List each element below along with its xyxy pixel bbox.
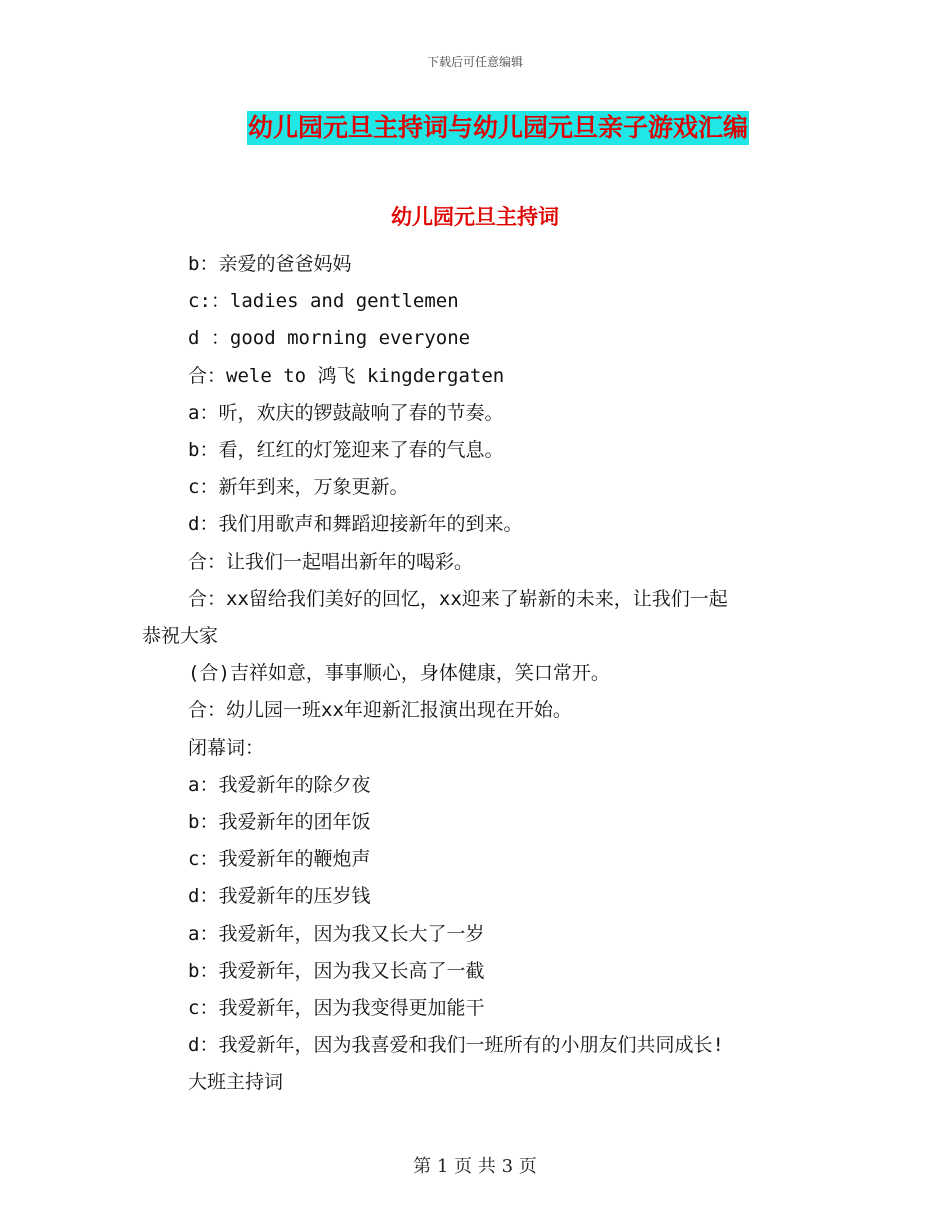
text-line: b：我爱新年，因为我又长高了一截 [188, 959, 485, 982]
text-line: a：我爱新年的除夕夜 [188, 773, 371, 796]
text-line: 合：wele to 鸿飞 kingdergaten [188, 364, 505, 387]
text-line: d：我爱新年的压岁钱 [188, 885, 371, 908]
text-line: 恭祝大家 [142, 625, 219, 648]
text-line: c：新年到来，万象更新。 [188, 476, 409, 499]
main-title: 幼儿园元旦主持词与幼儿园元旦亲子游戏汇编 [247, 111, 749, 145]
text-line: b：亲爱的爸爸妈妈 [188, 253, 352, 275]
text-line: 大班主持词 [188, 1071, 284, 1094]
text-line: 合：幼儿园一班xx年迎新汇报演出现在开始。 [188, 699, 572, 722]
text-line: a：我爱新年，因为我又长大了一岁 [188, 922, 485, 945]
text-line: d：我爱新年，因为我喜爱和我们一班所有的小朋友们共同成长! [188, 1034, 724, 1057]
header-note: 下载后可任意编辑 [426, 55, 523, 69]
text-line: c:：ladies and gentlemen [188, 290, 459, 313]
text-line: 闭幕词： [188, 736, 265, 759]
text-line: 合：让我们一起唱出新年的喝彩。 [188, 550, 474, 573]
body-text [142, 246, 812, 1102]
text-line: c：我爱新年，因为我变得更加能干 [188, 997, 485, 1020]
text-line: c：我爱新年的鞭炮声 [188, 848, 371, 871]
text-line: b：我爱新年的团年饭 [188, 811, 371, 834]
section-title: 幼儿园元旦主持词 [391, 204, 559, 229]
text-line: 合：xx留给我们美好的回忆，xx迎来了崭新的未来，让我们一起 [188, 587, 728, 610]
text-line: a：听，欢庆的锣鼓敲响了春的节奏。 [188, 401, 504, 424]
text-line: d：我们用歌声和舞蹈迎接新年的到来。 [188, 513, 523, 536]
main-title-container [0, 111, 950, 145]
text-line: (合)吉祥如意，事事顺心，身体健康，笑口常开。 [188, 662, 610, 685]
page-footer: 第 1 页 共 3 页 [413, 1156, 537, 1177]
text-line: b：看，红红的灯笼迎来了春的气息。 [188, 439, 504, 462]
text-line: d ：good morning everyone [188, 327, 471, 350]
